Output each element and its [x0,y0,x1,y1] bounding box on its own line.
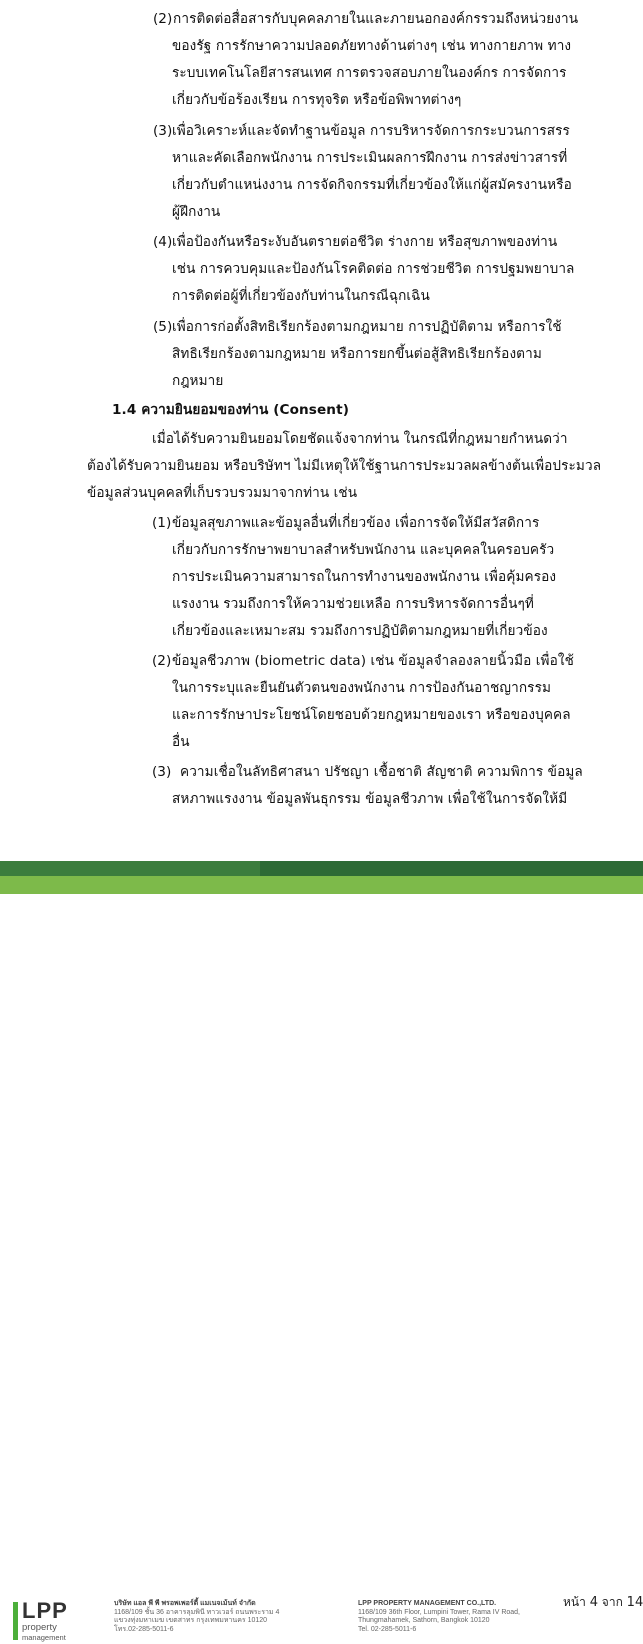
list-item-number: (2) [152,653,172,669]
thai-phone: โทร.02-285-5011-6 [114,1625,174,1633]
section-heading: 1.4 ความยินยอมของท่าน (Consent) [112,402,350,418]
paragraph-line: แรงงาน รวมถึงการให้ความช่วยเหลือ การบริหารจัดการอื่นๆที่ [172,596,534,612]
page-current: 4 [589,1595,598,1610]
paragraph-line: หาและคัดเลือกพนักงาน การประเมินผลการฝึกงาน การส่งข่าวสารที่ [172,150,568,166]
paragraph-line: ของรัฐ การรักษาความปลอดภัยทางด้านต่างๆ เช่น ทางกายภาพ ทาง [172,38,572,54]
paragraph-line: ข้อมูลสุขภาพและข้อมูลอื่นที่เกี่ยวข้อง เพื่อการจัดให้มีสวัสดิการ [172,515,540,531]
paragraph-line: การติดต่อสื่อสารกับบุคคลภายในและภายนอกองค์กรรวมถึงหน่วยงาน [173,11,579,27]
paragraph-line: กฎหมาย [172,373,224,389]
paragraph-line: ข้อมูลชีวภาพ (biometric data) เช่น ข้อมูลจำลองลายนิ้วมือ เพื่อใช้ [172,653,574,669]
paragraph-line: ในการระบุและยืนยันตัวตนของพนักงาน การป้องกันอาชญากรรม [172,680,552,696]
paragraph-line: สหภาพแรงงาน ข้อมูลพันธุกรรม ข้อมูลชีวภาพ เพื่อใช้ในการจัดให้มี [172,791,568,807]
list-item-number: (2) [153,11,173,27]
list-item-number: (3) [153,123,173,139]
paragraph-line: สิทธิเรียกร้องตามกฎหมาย หรือการยกขึ้นต่อสู้สิทธิเรียกร้องตาม [172,346,542,362]
paragraph-line: เพื่อป้องกันหรือระงับอันตรายต่อชีวิต ร่างกาย หรือสุขภาพของท่าน [172,234,558,250]
thai-address-line-1: 1168/109 ชั้น 36 อาคารลุมพินี ทาวเวอร์ ถนนพระราม 4 [114,1608,280,1616]
paragraph-line: การประเมินความสามารถในการทำงานของพนักงาน เพื่อคุ้มครอง [172,569,557,585]
logo-subtext-property: property [22,1622,57,1633]
thai-address-line-2: แขวงทุ่งมหาเมฆ เขตสาทร กรุงเทพมหานคร 10120 [114,1617,268,1624]
list-item-number: (4) [153,234,173,250]
logo-subtext-management: management [22,1633,66,1642]
paragraph-line: เช่น การควบคุมและป้องกันโรคติดต่อ การช่วยชีวิต การปฐมพยาบาล [172,261,575,277]
list-item-number: (5) [153,319,173,335]
footer-stripe-accent [0,861,260,876]
thai-company-name: บริษัท แอล พี พี พรอพเพอร์ตี้ แมเนจเม้นท์ จำกัด [114,1600,256,1607]
paragraph-line: เพื่อการก่อตั้งสิทธิเรียกร้องตามกฎหมาย การปฏิบัติตาม หรือการใช้ [172,319,562,335]
english-company-name: LPP PROPERTY MANAGEMENT CO.,LTD. [358,1600,497,1607]
paragraph-line: เกี่ยวกับข้อร้องเรียน การทุจริต หรือข้อพิพาทต่างๆ [172,92,462,108]
page-number [563,1593,643,1612]
footer-stripe-light [0,876,643,894]
company-logo [13,1600,83,1644]
logo-text: LPP [22,1598,68,1623]
list-item-number: (1) [152,515,172,531]
english-address-line-1: 1168/109 36th Floor, Lumpini Tower, Rama IV Road, [358,1608,521,1616]
english-address-block [358,1600,520,1634]
page-total: 14 [626,1595,643,1610]
paragraph-line: การติดต่อผู้ที่เกี่ยวข้องกับท่านในกรณีฉุกเฉิน [172,288,430,304]
paragraph-line: เกี่ยวกับการรักษาพยาบาลสำหรับพนักงาน และบุคคลในครอบครัว [172,542,555,558]
paragraph-line: เมื่อได้รับความยินยอมโดยชัดแจ้งจากท่าน ในกรณีที่กฎหมายกำหนดว่า [152,431,568,447]
paragraph-line: เกี่ยวกับตำแหน่งงาน การจัดกิจกรรมที่เกี่ยวข้องให้แก่ผู้สมัครงานหรือ [172,177,572,193]
thai-address-block [114,1600,279,1634]
paragraph-line: ความเชื่อในลัทธิศาสนา ปรัชญา เชื้อชาติ สัญชาติ ความพิการ ข้อมูล [180,764,583,780]
logo-bar [13,1602,18,1640]
page-of-label: จาก [601,1595,623,1609]
english-address-line-2: Thungmahamek, Sathorn, Bangkok 10120 [358,1617,490,1624]
english-phone: Tel. 02-285-5011-6 [358,1625,417,1633]
list-item-number: (3) [152,764,172,780]
paragraph-line: เพื่อวิเคราะห์และจัดทำฐานข้อมูล การบริหารจัดการกระบวนการสรร [172,123,570,139]
paragraph-line: และการรักษาประโยชน์โดยชอบด้วยกฎหมายของเรา หรือของบุคคล [172,707,571,723]
paragraph-line: เกี่ยวข้องและเหมาะสม รวมถึงการปฏิบัติตามกฎหมายที่เกี่ยวข้อง [172,623,548,639]
paragraph-line: ระบบเทคโนโลยีสารสนเทศ การตรวจสอบภายในองค์กร การจัดการ [172,65,567,81]
paragraph-line: ข้อมูลส่วนบุคคลที่เก็บรวบรวมมาจากท่าน เช่น [87,485,358,501]
paragraph-line: ต้องได้รับความยินยอม หรือบริษัทฯ ไม่มีเหตุให้ใช้ฐานการประมวลผลข้างต้นเพื่อประมวล [87,458,602,474]
paragraph-line: อื่น [172,734,190,750]
paragraph-line: ผู้ฝึกงาน [172,204,221,220]
page-label: หน้า [563,1595,586,1609]
